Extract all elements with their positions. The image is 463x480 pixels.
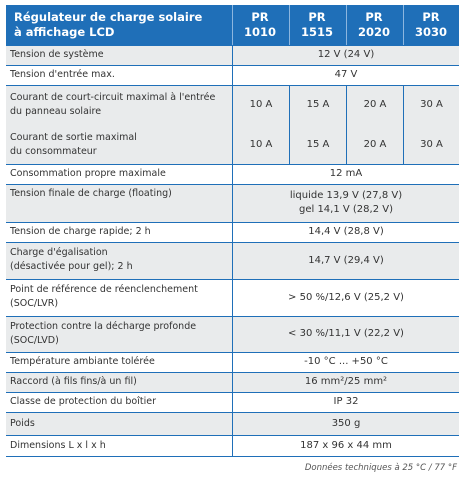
cell-value: 10 A (249, 139, 273, 150)
row-value: 14,4 V (28,8 V) (308, 226, 384, 237)
row-label: Tension d'entrée max. (10, 69, 115, 80)
grid-line (346, 85, 347, 164)
table-title (14, 10, 202, 40)
grid-line (6, 456, 459, 457)
cell-value: 20 A (363, 139, 387, 150)
cell-value: 30 A (420, 99, 443, 110)
row-value: 16 mm²/25 mm² (304, 376, 388, 387)
header-separator (403, 5, 404, 45)
row-label: Charge d'égalisation (désactivée pour gel); 2 h (10, 247, 133, 272)
row-label: Raccord (à fils fins/à un fil) (10, 376, 137, 387)
title-line-2: à affichage LCD (14, 25, 115, 39)
row-value: 14,7 V (29,4 V) (308, 255, 384, 266)
row-label: Température ambiante tolérée (10, 356, 155, 367)
model-header-pr3030: PR 3030 (414, 10, 447, 39)
row-label: Tension de système (10, 49, 104, 60)
cell-value: 10 A (249, 99, 273, 110)
row-label: Protection contre la décharge profonde (SOC/LVD) (10, 321, 197, 346)
row-value: 12 mA (329, 168, 363, 179)
row-label: Tension finale de charge (floating) (10, 188, 172, 199)
cell-value: 20 A (363, 99, 387, 110)
footnote: Données techniques à 25 °C / 77 °F (304, 463, 457, 473)
cell-value: 15 A (306, 139, 330, 150)
row-label: Dimensions L x l x h (10, 440, 106, 451)
model-header-pr1515: PR 1515 (300, 10, 333, 39)
row-label: Consommation propre maximale (10, 168, 166, 179)
row-value: > 50 %/12,6 V (25,2 V) (288, 292, 404, 303)
row-value: < 30 %/11,1 V (22,2 V) (288, 328, 404, 339)
cell-value: 30 A (420, 139, 443, 150)
row-label: Point de référence de réenclenchement (SOC/LVR) (10, 284, 198, 309)
header-separator (346, 5, 347, 45)
row-value: -10 °C ... +50 °C (304, 356, 388, 367)
row-label: Poids (10, 418, 35, 429)
table-header (6, 5, 459, 45)
row-value: IP 32 (333, 396, 359, 407)
model-header-pr1010: PR 1010 (243, 10, 276, 39)
row-value: 47 V (334, 69, 358, 80)
row-label: Tension de charge rapide; 2 h (10, 226, 151, 237)
row-label: Courant de sortie maximal du consommateur (10, 132, 137, 157)
header-separator (289, 5, 290, 45)
row-value: 350 g (331, 418, 361, 429)
grid-line (289, 85, 290, 164)
row-label: Courant de court-circuit maximal à l'entrée du panneau solaire (10, 92, 216, 117)
header-separator (232, 5, 233, 45)
row-value: 187 x 96 x 44 mm (300, 440, 392, 451)
row-value: 12 V (24 V) (317, 49, 375, 60)
title-line-1: Régulateur de charge solaire (14, 10, 203, 24)
grid-line (403, 85, 404, 164)
cell-value: 15 A (306, 99, 330, 110)
row-value: liquide 13,9 V (27,8 V) gel 14,1 V (28,2 V) (289, 190, 403, 215)
row-label: Classe de protection du boîtier (10, 396, 156, 407)
model-header-pr2020: PR 2020 (357, 10, 390, 39)
